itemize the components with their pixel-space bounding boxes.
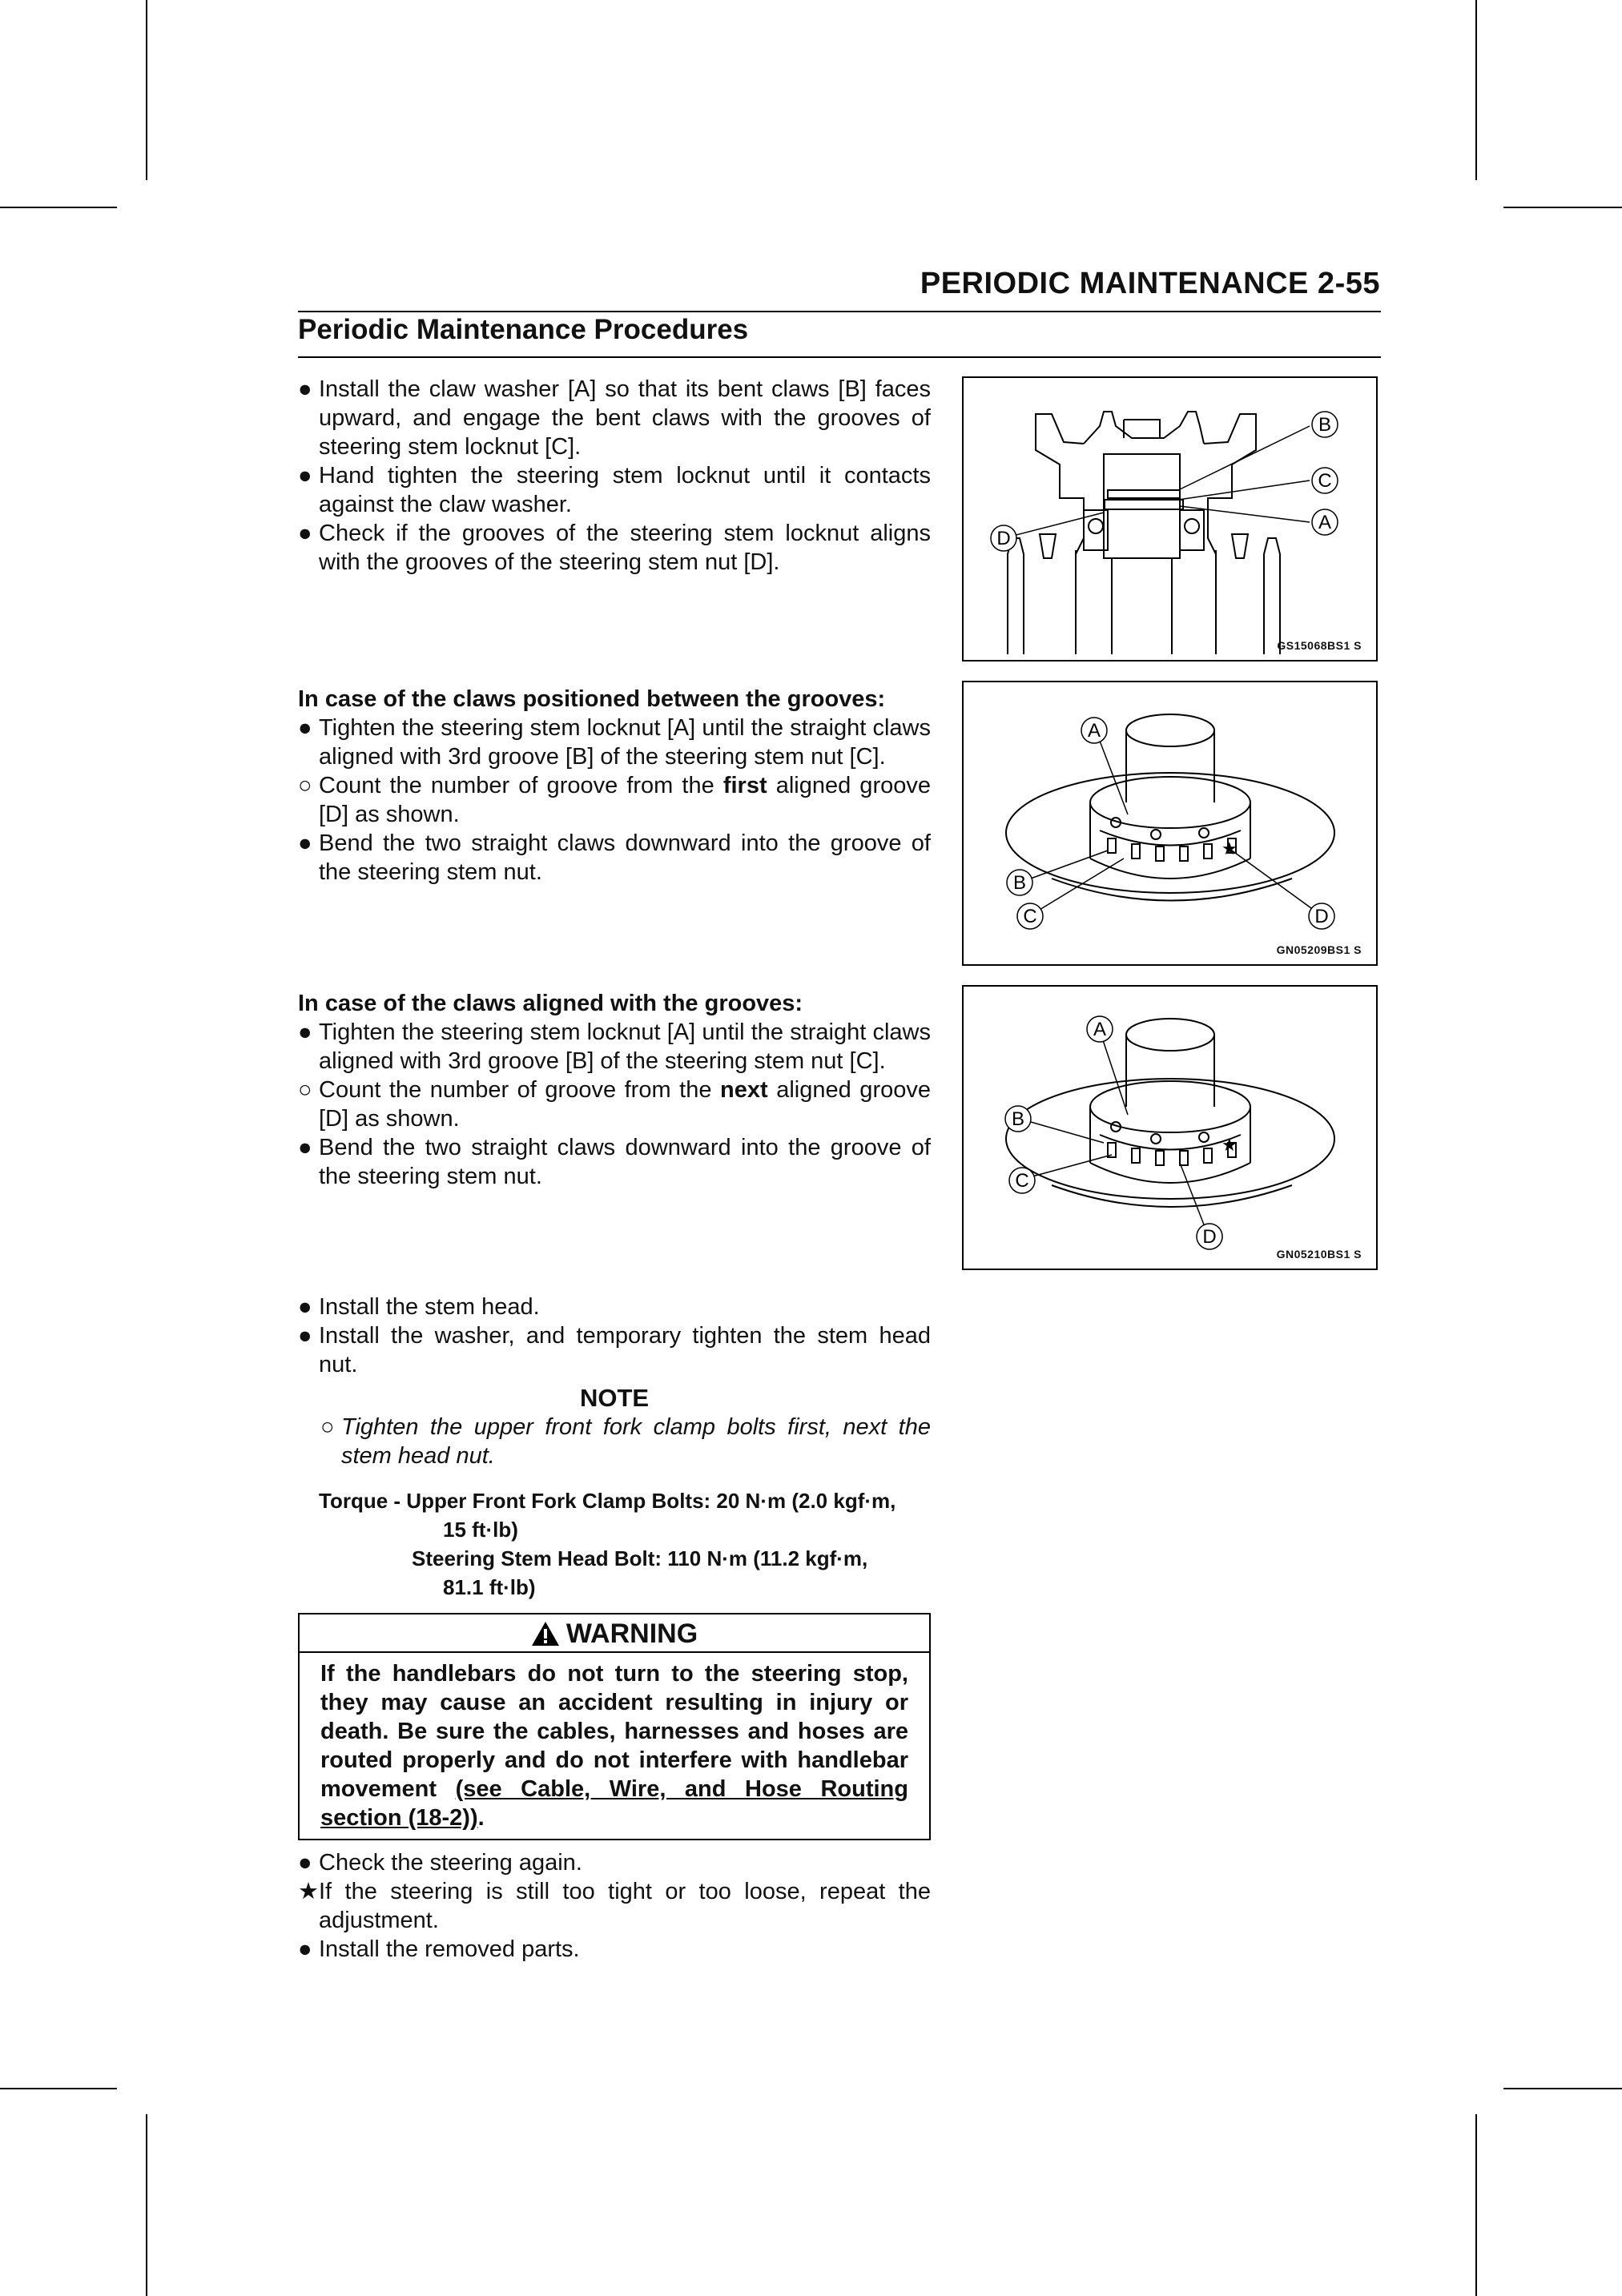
warning-text: If the handlebars do not turn to the steering stop, they may cause an accident resulting in injury or death. Be sure the cables, harnesses and hoses are routed properly and do not interfere with handlebar movement <box>320 1661 908 1802</box>
list-item: ● Bend the two straight claws downward into the groove of the steering stem nut. <box>298 1135 931 1189</box>
bullet-icon: ● <box>298 463 312 489</box>
warning-box: WARNING If the handlebars do not turn to the steering stop, they may cause an accident resulting in injury or death. Be sure the cables, harnesses and hoses are routed properly and do not interfere with handlebar movement (see Cable, Wire, and Hose Routing section (18-2)). <box>298 1613 931 1840</box>
locknut-drawing-1 <box>964 682 1376 964</box>
crop-mark <box>0 2088 117 2089</box>
crop-mark <box>146 0 147 180</box>
crop-mark <box>1503 207 1622 208</box>
bullet-icon: ● <box>298 1323 312 1349</box>
header-rule <box>298 311 1381 312</box>
crop-mark <box>146 2114 147 2296</box>
callout-label: A <box>1318 512 1332 533</box>
list-item: ★ If the steering is still too tight or too loose, repeat the adjustment. <box>298 1879 931 1933</box>
list-item: ● Hand tighten the steering stem locknut until it contacts against the claw washer. <box>298 463 931 517</box>
callout-label: A <box>1087 720 1101 742</box>
sub-bullet-icon: ○ <box>298 1077 312 1103</box>
torque-value-1: Upper Front Fork Clamp Bolts: 20 N·m (2.0 kgf·m, <box>406 1489 896 1513</box>
torque-spec: Torque - Upper Front Fork Clamp Bolts: 20 N·m (2.0 kgf·m, 15 ft·lb) Steering Stem Head Bolt: 110 N·m (11.2 kgf·m, 81.1 ft·lb) <box>319 1489 896 1599</box>
star-icon: ★ <box>1222 1136 1238 1156</box>
instruction-block-4 <box>298 1293 931 1964</box>
list-item: ● Install the washer, and temporary tighten the stem head nut. <box>298 1323 931 1377</box>
bullet-icon: ● <box>298 1936 312 1962</box>
callout-label: C <box>1023 906 1037 927</box>
crop-mark <box>1503 2088 1622 2089</box>
list-item: ● Tighten the steering stem locknut [A] until the straight claws aligned with 3rd groove [B] of the steering stem nut [C]. <box>298 715 931 770</box>
callout-label: B <box>1011 1108 1025 1130</box>
bullet-icon: ● <box>298 1294 312 1320</box>
torque-value-2: Steering Stem Head Bolt: 110 N·m (11.2 kgf·m, <box>412 1546 868 1570</box>
list-item: ● Install the claw washer [A] so that its bent claws [B] faces upward, and engage the bent claws with the grooves of steering stem locknut [C]. <box>298 376 931 460</box>
crop-mark <box>1475 2114 1477 2296</box>
callout-label: B <box>1318 414 1332 436</box>
sub-bullet-icon: ○ <box>298 773 312 798</box>
bullet-icon: ● <box>298 830 312 856</box>
bullet-icon: ● <box>298 715 312 741</box>
section-rule <box>298 356 1381 358</box>
bullet-icon: ● <box>298 1850 312 1876</box>
callout-label: D <box>996 528 1011 549</box>
figure-code: GN05210BS1 S <box>1276 1248 1362 1261</box>
bullet-icon: ● <box>298 1135 312 1160</box>
figure-code: GS15068BS1 S <box>1277 639 1362 652</box>
warning-heading: WARNING <box>565 1618 698 1649</box>
callout-label: C <box>1318 470 1332 492</box>
callout-label: D <box>1314 906 1329 927</box>
page-header-title: PERIODIC MAINTENANCE 2-55 <box>920 267 1380 300</box>
list-item: ● Tighten the steering stem locknut [A] until the straight claws aligned with 3rd groove [B] of the steering stem nut [C]. <box>298 1019 931 1074</box>
list-item: ○ Count the number of groove from the next aligned groove [D] as shown. <box>298 1077 931 1132</box>
note-text: ○ Tighten the upper front fork clamp bolts first, next the stem head nut. <box>320 1414 931 1469</box>
case-heading: In case of the claws aligned with the grooves: <box>298 991 803 1016</box>
section-title: Periodic Maintenance Procedures <box>298 314 749 345</box>
list-item: ● Install the removed parts. <box>298 1936 580 1962</box>
locknut-drawing-2 <box>964 987 1376 1269</box>
callout-label: A <box>1093 1019 1107 1040</box>
crop-mark <box>0 207 117 208</box>
figure-claws-aligned-grooves <box>962 985 1378 1270</box>
warning-triangle-icon <box>531 1621 560 1647</box>
stem-section-drawing <box>964 378 1376 660</box>
list-item: ● Check the steering again. <box>298 1850 582 1876</box>
star-icon: ★ <box>1222 839 1238 859</box>
list-item: ● Bend the two straight claws downward into the groove of the steering stem nut. <box>298 830 931 885</box>
list-item: ● Check if the grooves of the steering stem locknut aligns with the grooves of the steering stem nut [D]. <box>298 521 931 575</box>
callout-label: C <box>1015 1170 1029 1192</box>
star-icon: ★ <box>298 1879 319 1904</box>
callout-label: D <box>1202 1226 1217 1248</box>
instruction-block-2 <box>298 685 931 887</box>
list-item: ○ Count the number of groove from the first aligned groove [D] as shown. <box>298 773 931 827</box>
sub-bullet-icon: ○ <box>320 1414 335 1440</box>
figure-claws-between-grooves <box>962 681 1378 966</box>
case-heading: In case of the claws positioned between the grooves: <box>298 686 886 712</box>
list-item: ● Install the stem head. <box>298 1294 540 1320</box>
instruction-block-3 <box>298 989 931 1191</box>
figure-code: GN05209BS1 S <box>1276 943 1362 956</box>
bullet-icon: ● <box>298 521 312 546</box>
bullet-icon: ● <box>298 376 312 402</box>
cross-reference-link[interactable]: (see Cable, Wire, and Hose Routing section (18-2)) <box>320 1776 908 1831</box>
instruction-block-1 <box>298 375 931 577</box>
bullet-icon: ● <box>298 1019 312 1045</box>
callout-label: B <box>1012 872 1027 894</box>
note-heading: NOTE <box>579 1384 650 1412</box>
torque-label: Torque - <box>319 1489 401 1513</box>
figure-steering-stem-section <box>962 376 1378 661</box>
crop-mark <box>1475 0 1477 180</box>
